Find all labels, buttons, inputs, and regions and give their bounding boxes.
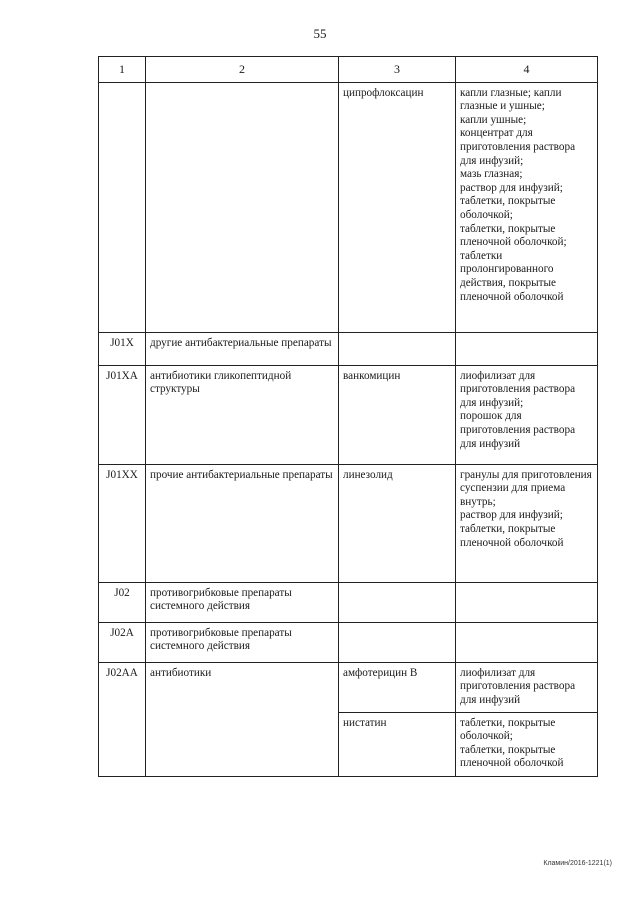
dosage-forms-cell <box>456 365 598 464</box>
drug-name-cell: нистатин <box>339 712 456 776</box>
dosage-form-item: раствор для инфузий; <box>460 181 563 194</box>
dosage-form-item: гранулы для приготовления суспензии для приема внутрь; <box>460 468 592 508</box>
dosage-form-item: таблетки, покрытые оболочкой; <box>460 716 556 743</box>
page-number: 55 <box>313 26 327 41</box>
column-header: 1 <box>99 57 146 83</box>
dosage-form-item: порошок для приготовления раствора для инфузий <box>460 410 576 450</box>
table-row <box>99 365 598 464</box>
drug-name-cell <box>339 582 456 622</box>
dosage-form-item: мазь глазная; <box>460 168 523 181</box>
dosage-form-item: раствор для инфузий; <box>460 509 563 522</box>
drug-name-cell <box>339 332 456 365</box>
drug-name-cell: линезолид <box>339 464 456 582</box>
footer-reference: Кламин/2016-1221(1) <box>543 860 612 867</box>
dosage-forms-cell <box>456 662 598 712</box>
dosage-form-item: таблетки, покрытые оболочкой; <box>460 195 556 221</box>
anatomical-group-cell: антибиотики <box>146 662 339 776</box>
anatomical-group-cell: противогрибковые препараты системного действия <box>146 582 339 622</box>
dosage-forms-cell <box>456 464 598 582</box>
atc-code-cell: J02AA <box>99 662 146 776</box>
dosage-forms-cell <box>456 82 598 332</box>
table-row <box>99 662 598 712</box>
drug-name-cell: ванкомицин <box>339 365 456 464</box>
dosage-form-item: концентрат для приготовления раствора для инфузий; <box>460 127 576 167</box>
drug-name-cell: ципрофлоксацин <box>339 82 456 332</box>
dosage-form-item: таблетки, покрытые пленочной оболочкой <box>460 743 564 770</box>
column-header: 4 <box>456 57 598 83</box>
dosage-form-item: таблетки, покрытые пленочной оболочкой; <box>460 222 567 249</box>
dosage-form-item: таблетки, покрытые пленочной оболочкой <box>460 522 564 549</box>
dosage-forms-cell <box>456 712 598 776</box>
dosage-form-item: таблетки пролонгированного действия, покрытые пленочной оболочкой <box>460 249 564 303</box>
anatomical-group-cell: прочие антибактериальные препараты <box>146 464 339 582</box>
atc-code-cell: J02 <box>99 582 146 622</box>
table-body <box>99 82 598 776</box>
atc-code-cell: J01XA <box>99 365 146 464</box>
dosage-forms-cell <box>456 582 598 622</box>
dosage-form-item: лиофилизат для приготовления раствора для инфузий; <box>460 369 576 409</box>
table-row <box>99 332 598 365</box>
table-header-row <box>99 57 598 83</box>
anatomical-group-cell: противогрибковые препараты системного действия <box>146 622 339 662</box>
dosage-form-item: капли глазные; капли глазные и ушные; <box>460 86 562 113</box>
column-header: 3 <box>339 57 456 83</box>
atc-code-cell <box>99 82 146 332</box>
anatomical-group-cell <box>146 82 339 332</box>
dosage-form-item: лиофилизат для приготовления раствора для инфузий <box>460 666 576 706</box>
table-row <box>99 464 598 582</box>
dosage-forms-cell <box>456 622 598 662</box>
atc-code-cell: J01XX <box>99 464 146 582</box>
table-row <box>99 82 598 332</box>
table-row <box>99 622 598 662</box>
atc-code-cell: J01X <box>99 332 146 365</box>
column-header: 2 <box>146 57 339 83</box>
drug-table <box>98 56 598 777</box>
drug-name-cell: амфотерицин В <box>339 662 456 712</box>
table-row <box>99 582 598 622</box>
anatomical-group-cell: антибиотики гликопептидной структуры <box>146 365 339 464</box>
dosage-form-item: капли ушные; <box>460 113 527 126</box>
drug-name-cell <box>339 622 456 662</box>
anatomical-group-cell: другие антибактериальные препараты <box>146 332 339 365</box>
dosage-forms-cell <box>456 332 598 365</box>
atc-code-cell: J02A <box>99 622 146 662</box>
